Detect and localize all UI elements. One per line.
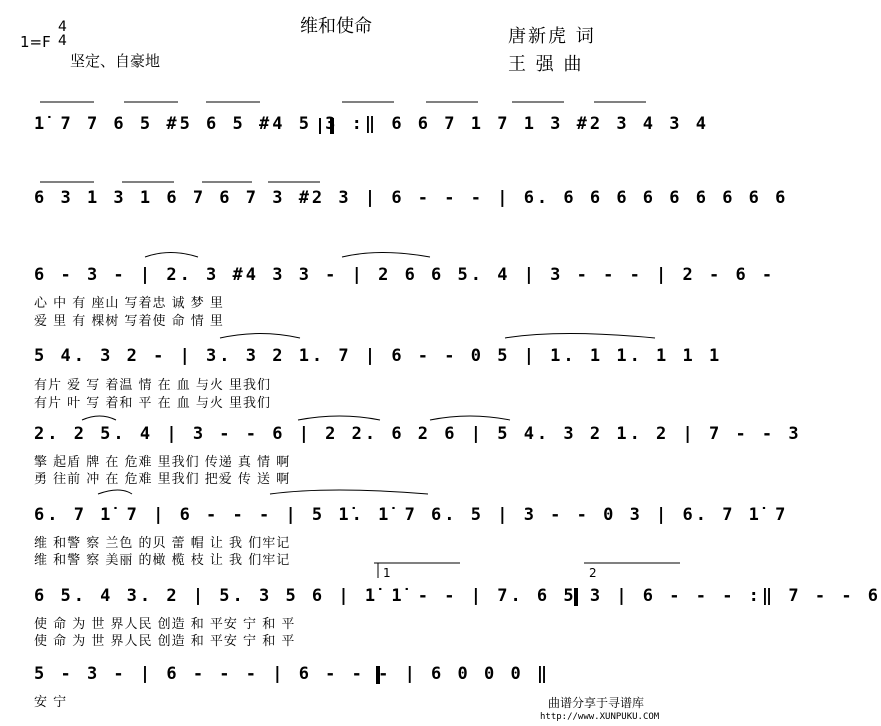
score-line-7: 6 5. 4 3. 2 | 5. 3 5 6 | 1̇ 1̇ - - | 7. 6 5 3 | 6 - - - :‖ 7 - - 6 <box>34 586 881 606</box>
lyric-line-4b: 有片 叶 写 着和 平 在 血 与火 里我们 <box>34 396 272 411</box>
score-line-8: 5 - 3 - | 6 - - - | 6 - - - | 6 0 0 0 ‖ <box>34 664 551 684</box>
time-top: 4 <box>58 19 67 35</box>
lyric-line-5a: 擎 起盾 牌 在 危难 里我们 传递 真 情 啊 <box>34 455 291 470</box>
score-line-2: 6 3 1 3 1 6 7 6 7 3 #2 3 | 6 - - - | 6. 6 6 6 6 6 6 6 6 6 <box>34 188 789 208</box>
lyric-line-3b: 爱 里 有 棵树 写着使 命 情 里 <box>34 314 224 329</box>
lyric-line-8: 安 宁 <box>34 695 68 710</box>
key-signature: 1=F <box>20 33 51 51</box>
composer-credit: 王 强 曲 <box>508 54 584 75</box>
lyric-line-4a: 有片 爱 写 着温 情 在 血 与火 里我们 <box>34 378 272 393</box>
lyric-line-6b: 维 和警 察 美丽 的橄 榄 枝 让 我 们牢记 <box>34 553 291 568</box>
lyric-line-5b: 勇 往前 冲 在 危难 里我们 把爱 传 送 啊 <box>34 472 291 487</box>
source-url[interactable]: http://www.XUNPUKU.COM <box>540 712 660 722</box>
tempo-marking: 坚定、自豪地 <box>70 52 161 70</box>
source-text: 曲谱分享于寻谱库 <box>548 696 645 710</box>
volta-2: 2 <box>589 566 597 580</box>
time-bottom: 4 <box>58 33 67 49</box>
lyricist-credit: 唐新虎 词 <box>508 26 596 47</box>
lyric-line-7b: 使 命 为 世 界人民 创造 和 平安 宁 和 平 <box>34 634 296 649</box>
lyric-line-7a: 使 命 为 世 界人民 创造 和 平安 宁 和 平 <box>34 617 296 632</box>
volta-1: 1 <box>383 566 391 580</box>
score-line-6: 6. 7 1̇ 7 | 6 - - - | 5 1̇. 1̇ 7 6. 5 | 3 - - 0 3 | 6. 7 1̇ 7 <box>34 505 789 525</box>
song-title: 维和使命 <box>300 16 372 37</box>
lyric-line-3a: 心 中 有 座山 写着忠 诚 梦 里 <box>34 296 224 311</box>
score-line-1: 1̇ 7 7 6 5 #5 6 5 #4 5 3 :‖ 6 6 7 1 7 1 3 #2 3 4 3 4 <box>34 114 709 134</box>
score-line-3: 6 - 3 - | 2. 3 #4 3 3 - | 2 6 6 5. 4 | 3 - - - | 2 - 6 - <box>34 265 776 285</box>
lyric-line-6a: 维 和警 察 兰色 的贝 蕾 帽 让 我 们牢记 <box>34 536 291 551</box>
score-line-5: 2. 2 5. 4 | 3 - - 6 | 2 2. 6 2 6 | 5 4. 3 2 1. 2 | 7 - - 3 <box>34 424 802 444</box>
score-line-4: 5 4. 3 2 - | 3. 3 2 1. 7 | 6 - - 0 5 | 1. 1 1. 1 1 1 <box>34 346 723 366</box>
